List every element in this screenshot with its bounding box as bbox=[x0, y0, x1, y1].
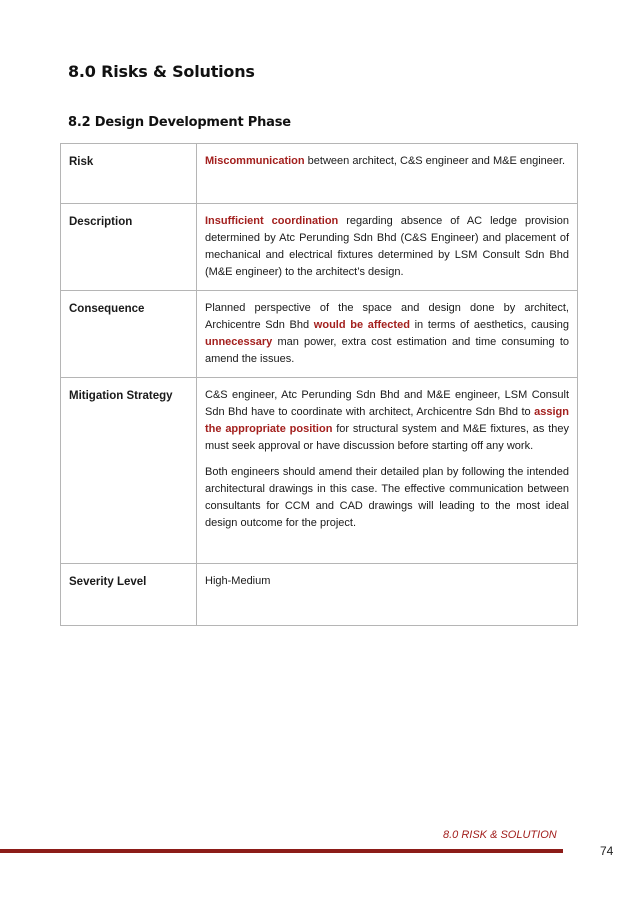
risk-text: between architect, C&S engineer and M&E engineer. bbox=[304, 155, 566, 167]
mitigation-text-1: C&S engineer, Atc Perunding Sdn Bhd and M&E engineer, LSM Consult Sdn Bhd have to coordinate with architect, Archicentre Sdn Bhd to bbox=[205, 389, 569, 418]
risk-label: Risk bbox=[61, 144, 197, 204]
page-number: 74 bbox=[600, 844, 614, 858]
table-row-mitigation bbox=[61, 378, 578, 564]
risk-highlight: Miscommunication bbox=[205, 155, 305, 167]
risk-table bbox=[60, 143, 578, 626]
consequence-highlight-1: would be affected bbox=[313, 319, 410, 331]
description-value bbox=[197, 204, 578, 291]
mitigation-paragraph-1 bbox=[205, 387, 569, 455]
footer-divider bbox=[0, 849, 563, 853]
severity-label: Severity Level bbox=[61, 564, 197, 626]
consequence-text-3: man power, extra cost estimation and time consuming to amend the issues. bbox=[205, 336, 569, 365]
section-heading: 8.0 Risks & Solutions bbox=[68, 62, 255, 81]
description-text: regarding absence of AC ledge provision determined by Atc Perunding Sdn Bhd (C&S Engineer) and placement of mechanical and electrical fixtures determined by LSM Consult Sdn Bhd (M&E engineer) to the architect’s design. bbox=[205, 215, 569, 278]
mitigation-text-2: for structural system and M&E fixtures, as they must seek approval or have discussion before starting off any work. bbox=[205, 423, 569, 452]
table-row-risk bbox=[61, 144, 578, 204]
mitigation-value bbox=[197, 378, 578, 564]
consequence-label: Consequence bbox=[61, 291, 197, 378]
mitigation-paragraph-2: Both engineers should amend their detailed plan by following the intended architectural drawings in this case. The effective communication between consultants for CCM and CAD drawings will leading to the most ideal design outcome for the project. bbox=[205, 466, 569, 529]
footer-section-label: 8.0 RISK & SOLUTION bbox=[443, 829, 557, 841]
consequence-text-2: in terms of aesthetics, causing bbox=[409, 319, 569, 331]
table-row-severity bbox=[61, 564, 578, 626]
description-label: Description bbox=[61, 204, 197, 291]
consequence-value bbox=[197, 291, 578, 378]
table-row-description bbox=[61, 204, 578, 291]
mitigation-label: Mitigation Strategy bbox=[61, 378, 197, 564]
consequence-text-1: Planned perspective of the space and design done by architect, Archicentre Sdn Bhd bbox=[205, 302, 569, 331]
table-row-consequence bbox=[61, 291, 578, 378]
risk-value bbox=[197, 144, 578, 204]
description-highlight: Insufficient coordination bbox=[205, 215, 339, 227]
mitigation-highlight: assign the appropriate position bbox=[205, 406, 569, 435]
subsection-heading: 8.2 Design Development Phase bbox=[68, 115, 291, 130]
severity-value: High-Medium bbox=[197, 564, 578, 626]
consequence-highlight-2: unnecessary bbox=[205, 336, 273, 348]
